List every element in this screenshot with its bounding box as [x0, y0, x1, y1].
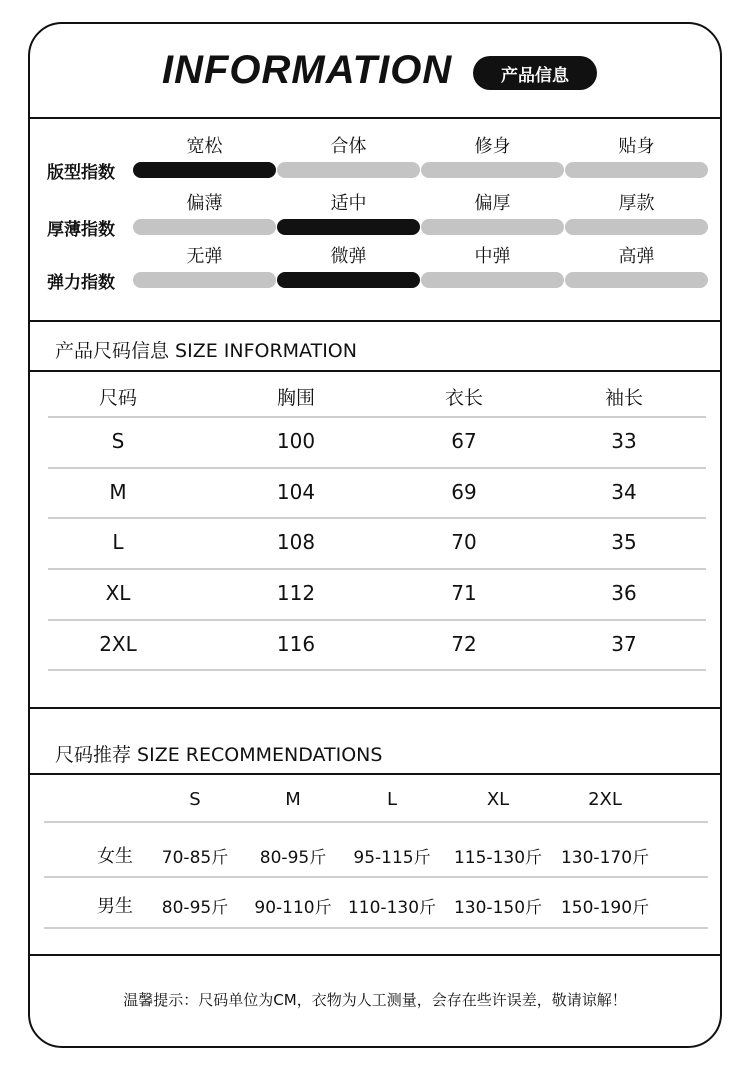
index-option-label: 偏薄 — [186, 193, 223, 214]
index-bar — [421, 272, 564, 288]
weight-range-cell: 80-95斤 — [259, 848, 327, 868]
index-bar — [277, 162, 420, 178]
divider — [30, 773, 720, 775]
index-option-label: 微弹 — [330, 246, 367, 267]
table-row-divider — [48, 669, 706, 671]
measurement-cell: 67 — [451, 429, 477, 453]
divider — [30, 320, 720, 322]
measurement-cell: 37 — [611, 632, 637, 656]
index-row-label: 版型指数 — [47, 163, 115, 183]
size-label-cell: XL — [105, 581, 131, 605]
divider — [30, 954, 720, 956]
measurement-cell: 35 — [611, 530, 637, 554]
measurement-cell: 72 — [451, 632, 477, 656]
weight-range-cell: 70-85斤 — [161, 848, 229, 868]
recommend-size-header: XL — [486, 789, 510, 810]
index-option-label: 无弹 — [186, 246, 223, 267]
measurement-cell: 69 — [451, 480, 477, 504]
weight-range-cell: 115-130斤 — [453, 848, 543, 868]
size-table-header: 袖长 — [604, 387, 643, 409]
index-option-label: 贴身 — [618, 136, 655, 157]
measurement-cell: 108 — [276, 530, 316, 554]
index-bar — [565, 272, 708, 288]
table-row-divider — [44, 821, 708, 823]
product-info-badge: 产品信息 — [473, 56, 597, 90]
index-option-label: 修身 — [474, 136, 511, 157]
index-bar-selected — [277, 219, 420, 235]
measurement-cell: 33 — [611, 429, 637, 453]
size-table-header: 衣长 — [444, 387, 483, 409]
information-title: INFORMATION — [162, 48, 453, 92]
size-label-cell: S — [111, 429, 125, 453]
recommend-size-header: S — [189, 789, 201, 810]
index-option-label: 中弹 — [474, 246, 511, 267]
weight-range-cell: 150-190斤 — [560, 898, 650, 918]
measurement-cell: 112 — [276, 581, 316, 605]
index-row-label: 厚薄指数 — [47, 220, 115, 240]
index-option-label: 高弹 — [618, 246, 655, 267]
measurement-cell: 70 — [451, 530, 477, 554]
index-option-label: 偏厚 — [474, 193, 511, 214]
table-row-divider — [44, 876, 708, 878]
divider — [30, 370, 720, 372]
index-bar — [133, 272, 276, 288]
measurement-cell: 71 — [451, 581, 477, 605]
measurement-cell: 34 — [611, 480, 637, 504]
recommend-gender-label: 男生 — [97, 896, 133, 917]
table-row-divider — [48, 467, 706, 469]
index-bar — [565, 219, 708, 235]
weight-range-cell: 130-150斤 — [453, 898, 543, 918]
recommend-size-header: M — [285, 789, 301, 810]
weight-range-cell: 80-95斤 — [161, 898, 229, 918]
weight-range-cell: 90-110斤 — [254, 898, 332, 918]
index-bar — [421, 162, 564, 178]
table-row-divider — [44, 927, 708, 929]
index-option-label: 适中 — [330, 193, 367, 214]
weight-range-cell: 95-115斤 — [353, 848, 431, 868]
measurement-cell: 104 — [276, 480, 316, 504]
size-label-cell: M — [109, 480, 127, 504]
index-option-label: 厚款 — [618, 193, 655, 214]
index-bar — [133, 219, 276, 235]
table-row-divider — [48, 619, 706, 621]
measurement-cell: 100 — [276, 429, 316, 453]
index-bar — [421, 219, 564, 235]
size-table-header: 尺码 — [98, 387, 137, 409]
index-bar-selected — [277, 272, 420, 288]
table-row-divider — [48, 517, 706, 519]
size-label-cell: L — [112, 530, 124, 554]
size-table-header: 胸围 — [276, 387, 315, 409]
size-recommend-title: 尺码推荐 SIZE RECOMMENDATIONS — [55, 744, 383, 766]
recommend-size-header: 2XL — [588, 789, 622, 810]
table-row-divider — [48, 416, 706, 418]
size-info-title: 产品尺码信息 SIZE INFORMATION — [55, 340, 357, 362]
index-row-label: 弹力指数 — [47, 273, 115, 293]
weight-range-cell: 130-170斤 — [560, 848, 650, 868]
divider — [30, 117, 720, 119]
measurement-cell: 36 — [611, 581, 637, 605]
index-bar-selected — [133, 162, 276, 178]
size-chart-card — [28, 22, 722, 1048]
table-row-divider — [48, 568, 706, 570]
index-option-label: 宽松 — [186, 136, 223, 157]
recommend-gender-label: 女生 — [97, 846, 133, 867]
index-bar — [565, 162, 708, 178]
weight-range-cell: 110-130斤 — [347, 898, 437, 918]
measurement-note: 温馨提示：尺码单位为CM，衣物为人工测量，会存在些许误差，敬请谅解！ — [123, 991, 627, 1009]
divider — [30, 707, 720, 709]
index-option-label: 合体 — [330, 136, 367, 157]
size-label-cell: 2XL — [99, 632, 137, 656]
recommend-size-header: L — [386, 789, 398, 810]
measurement-cell: 116 — [276, 632, 316, 656]
